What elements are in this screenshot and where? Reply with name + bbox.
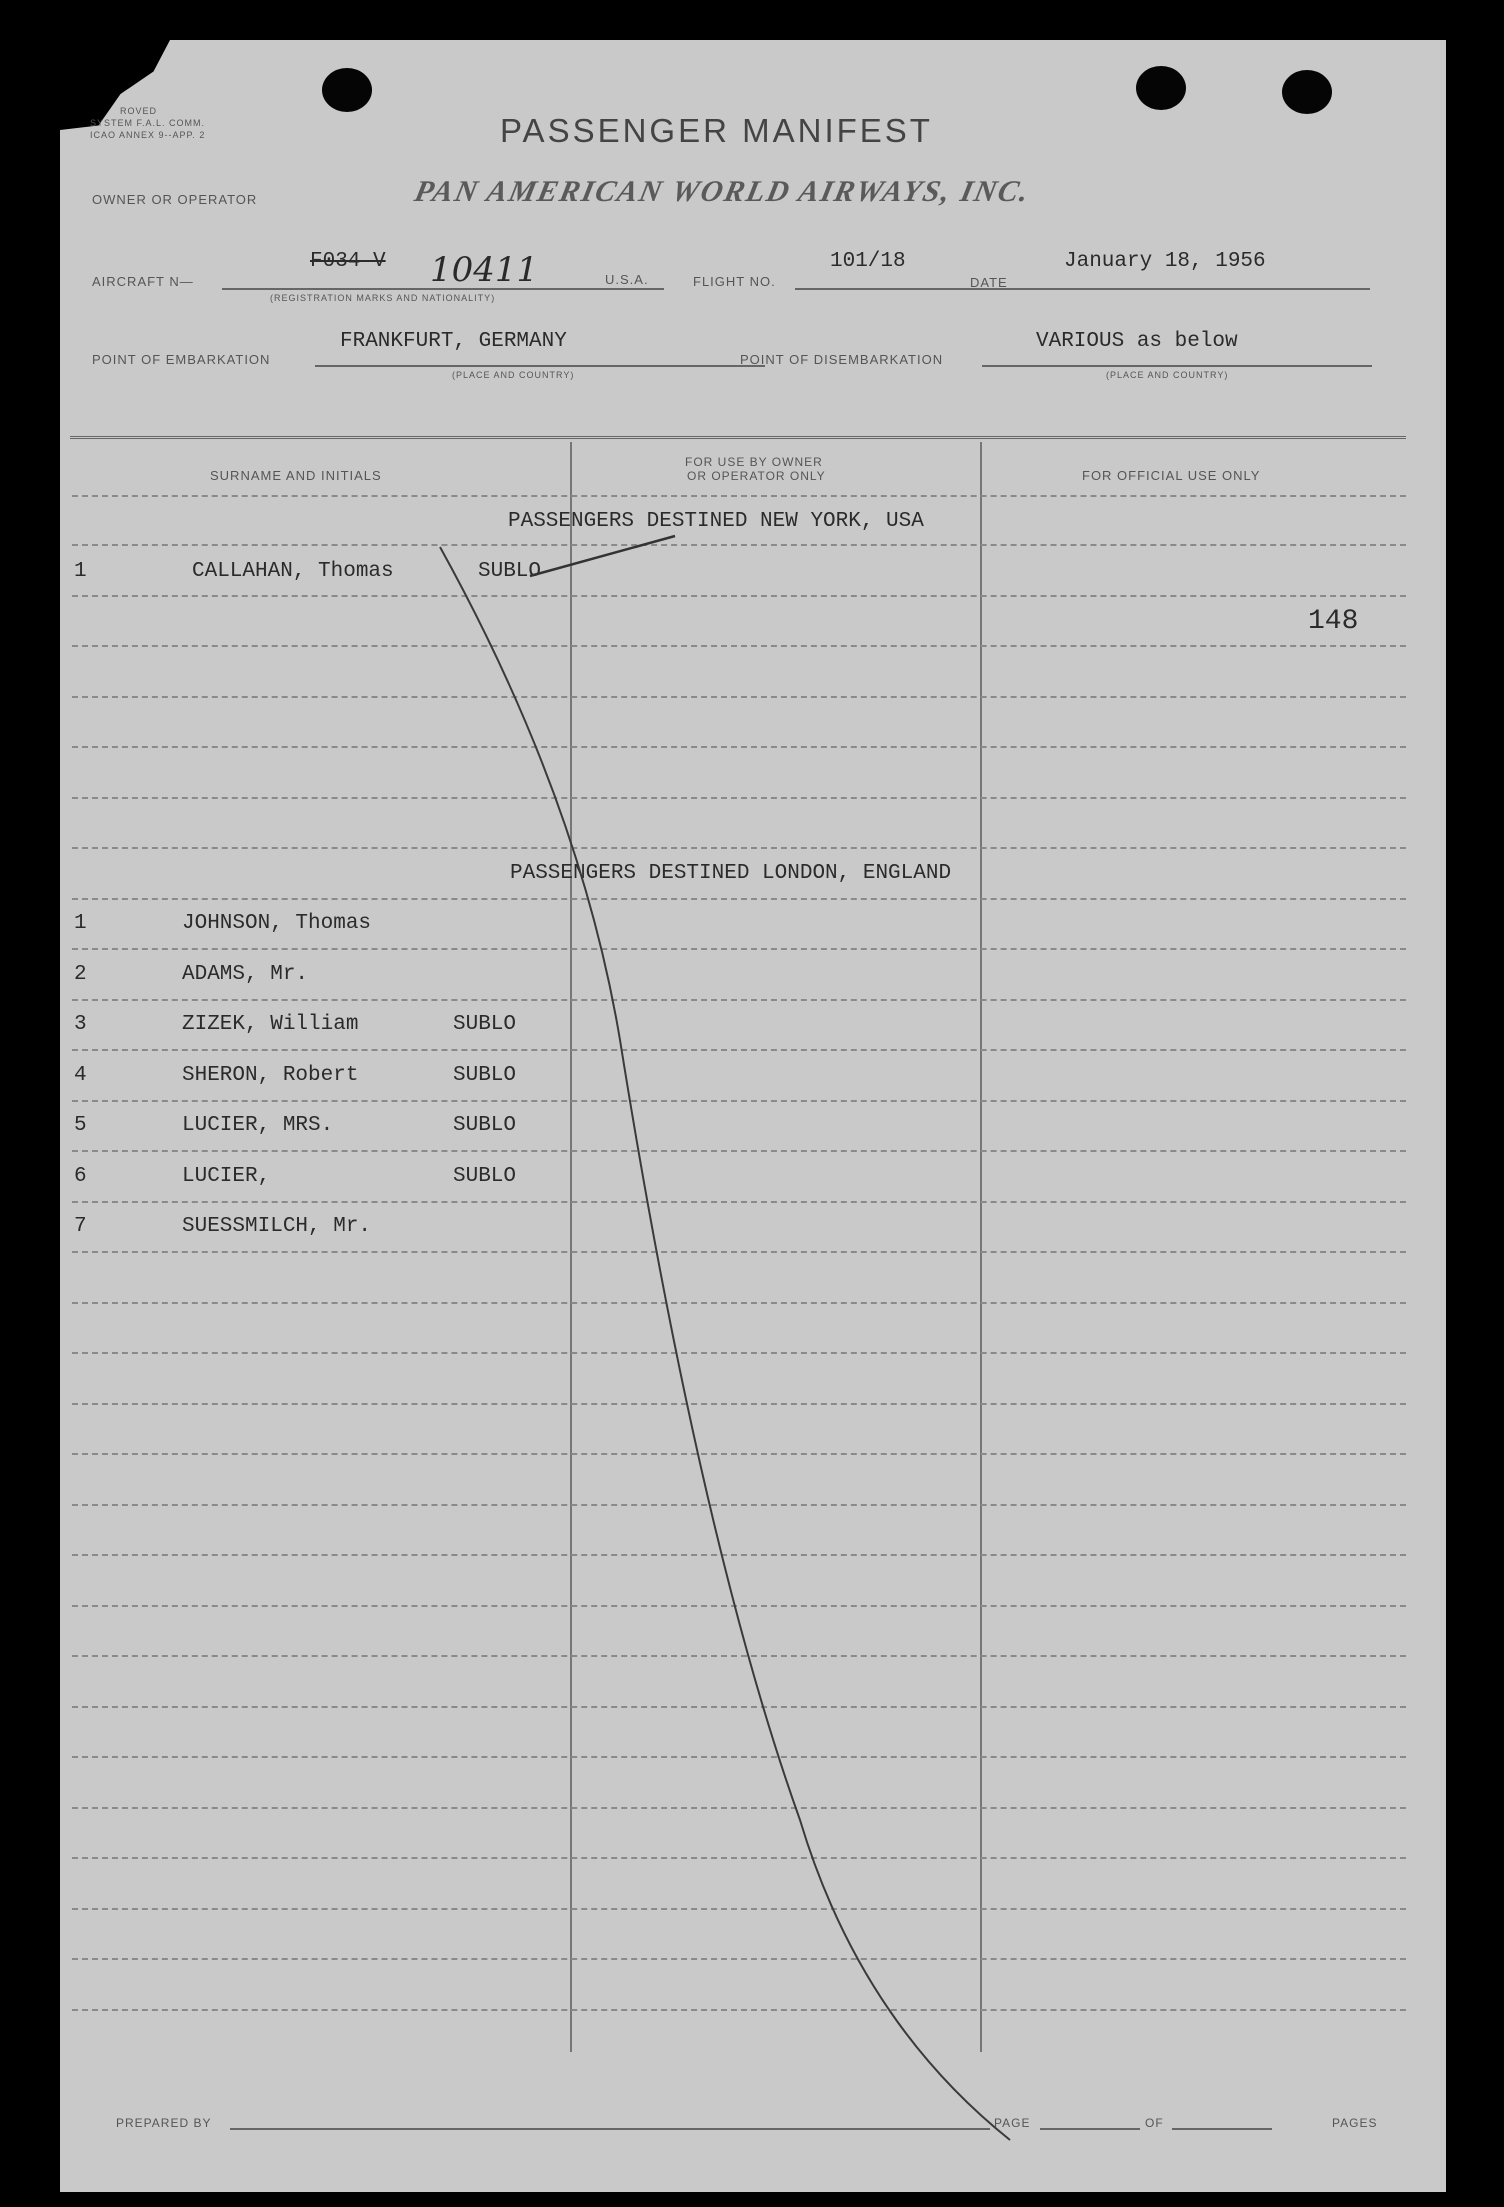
passenger-code: SUBLO xyxy=(453,1165,517,1188)
disembark-value: VARIOUS as below xyxy=(1036,330,1238,353)
manifest-page xyxy=(60,40,1446,2192)
embark-value: FRANKFURT, GERMANY xyxy=(340,330,567,353)
owner-value: PAN AMERICAN WORLD AIRWAYS, INC. xyxy=(411,175,1034,208)
embark-label: POINT OF EMBARKATION xyxy=(92,352,271,367)
disembark-label: POINT OF DISEMBARKATION xyxy=(740,352,944,367)
passenger-name: SUESSMILCH, Mr. xyxy=(182,1215,372,1238)
col-official-header: FOR OFFICIAL USE ONLY xyxy=(1082,468,1261,483)
disembark-caption: (PLACE AND COUNTRY) xyxy=(1106,370,1229,380)
passenger-number: 1 xyxy=(74,560,87,583)
passenger-code: SUBLO xyxy=(453,1064,517,1087)
registration-caption: (REGISTRATION MARKS AND NATIONALITY) xyxy=(270,293,496,303)
passenger-number: 3 xyxy=(74,1013,87,1036)
usa-label: U.S.A. xyxy=(605,272,649,287)
passenger-code: SUBLO xyxy=(453,1114,517,1137)
page-label: PAGE xyxy=(994,2116,1031,2130)
approval-line: ROVED xyxy=(120,106,158,116)
passenger-name: CALLAHAN, Thomas xyxy=(192,560,394,583)
aircraft-label: AIRCRAFT N— xyxy=(92,274,194,289)
date-label: DATE xyxy=(970,275,1008,290)
passenger-number: 6 xyxy=(74,1165,87,1188)
passenger-name: LUCIER, xyxy=(182,1165,271,1188)
passenger-code: SUBLO xyxy=(478,560,542,583)
passenger-number: 4 xyxy=(74,1064,87,1087)
section-heading-london: PASSENGERS DESTINED LONDON, ENGLAND xyxy=(510,862,952,885)
col-owner-header: FOR USE BY OWNER xyxy=(685,455,823,469)
passenger-name: JOHNSON, Thomas xyxy=(182,912,372,935)
flight-label: FLIGHT NO. xyxy=(693,274,776,289)
col-owner-header: OR OPERATOR ONLY xyxy=(687,469,826,483)
owner-label: OWNER OR OPERATOR xyxy=(92,192,258,207)
passenger-name: ADAMS, Mr. xyxy=(182,963,309,986)
official-note: 148 xyxy=(1308,606,1359,637)
passenger-number: 1 xyxy=(74,912,87,935)
pages-label: PAGES xyxy=(1332,2116,1378,2130)
passenger-number: 7 xyxy=(74,1215,87,1238)
page-title: PASSENGER MANIFEST xyxy=(500,112,933,149)
aircraft-handwritten: 10411 xyxy=(430,250,539,290)
of-label: OF xyxy=(1145,2116,1164,2130)
flight-value: 101/18 xyxy=(830,250,906,273)
pencil-strike-line xyxy=(60,40,1446,2192)
date-value: January 18, 1956 xyxy=(1064,250,1266,273)
prepared-label: PREPARED BY xyxy=(116,2116,212,2130)
passenger-name: ZIZEK, William xyxy=(182,1013,359,1036)
approval-line: SYSTEM F.A.L. COMM. xyxy=(90,118,206,128)
passenger-name: LUCIER, MRS. xyxy=(182,1114,334,1137)
embark-caption: (PLACE AND COUNTRY) xyxy=(452,370,575,380)
passenger-number: 5 xyxy=(74,1114,87,1137)
passenger-name: SHERON, Robert xyxy=(182,1064,359,1087)
passenger-number: 2 xyxy=(74,963,87,986)
section-heading-ny: PASSENGERS DESTINED NEW YORK, USA xyxy=(508,510,924,533)
approval-line: ICAO ANNEX 9--APP. 2 xyxy=(90,130,206,140)
aircraft-struck: F034 V xyxy=(310,250,386,273)
col-surname-header: SURNAME AND INITIALS xyxy=(210,468,382,483)
passenger-code: SUBLO xyxy=(453,1013,517,1036)
